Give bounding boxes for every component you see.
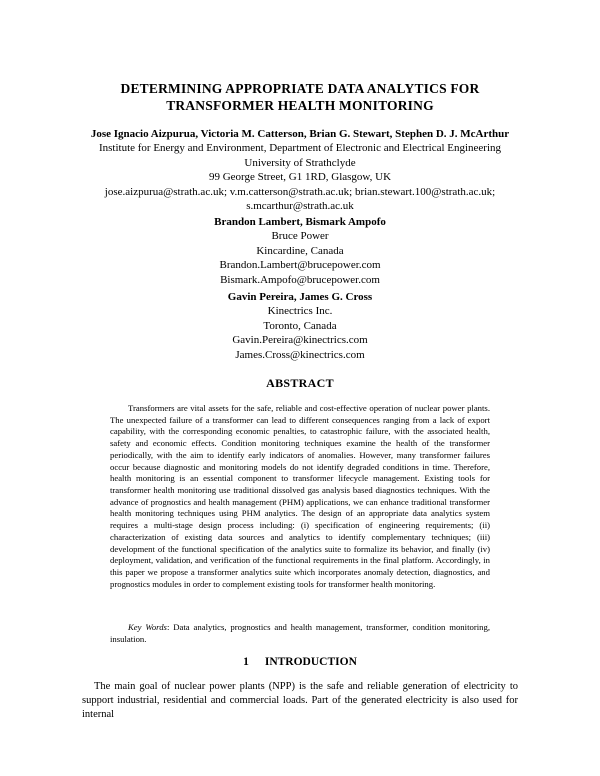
affiliation-line: University of Strathclyde xyxy=(244,156,356,169)
abstract-text: Transformers are vital assets for the safe, reliable and cost-effective operation of nuclear power plants. The unexpected failure of a transformer can lead to different consequences ranging from a lack of export capability, with the corresponding economic penalties, to catastrophic failure, with the associated health, safety and economic effects. Condition monitoring techniques examine the health of the transformer periodically, with the aim to identify early indicators of anomalies. However, many transformer failures occur because diagnostic and monitoring models do not identify degraded conditions in time. Therefore, health monitoring is an essential component to transformer lifecycle management. Existing tools for transformer health monitoring use traditional dissolved gas analysis based diagnostics techniques. With the advance of prognostics and health management (PHM) applications, we can enhance traditional transformer health monitoring techniques using PHM analytics. The design of an appropriate data analytics system requires a multi-stage design process including: (i) specification of engineering requirements; (ii) characterization of existing data sources and analytics to identify complementary techniques; (iii) development of the functional specification of the analytics suite to formalize its behavior, and finally (iv) deployment, validation, and verification of the functional requirements in the final platform. Accordingly, in this paper we propose a transformer analytics suite which incorporates anomaly detection, diagnostics, and prognostics modules in order to complement existing tools for transformer health monitoring. xyxy=(110,403,490,589)
abstract-body xyxy=(110,403,490,591)
email-line: s.mcarthur@strath.ac.uk xyxy=(246,200,354,213)
author-block-strathclyde xyxy=(60,127,540,213)
email-line: Brandon.Lambert@brucepower.com xyxy=(219,259,381,272)
section-heading-introduction xyxy=(60,656,540,668)
email-line: James.Cross@kinectrics.com xyxy=(235,348,365,361)
author-names: Jose Ignacio Aizpurua, Victoria M. Catterson, Brian G. Stewart, Stephen D. J. McArthur xyxy=(90,128,510,140)
section-number: 1 xyxy=(243,656,249,668)
author-names: Brandon Lambert, Bismark Ampofo xyxy=(214,216,386,228)
introduction-body xyxy=(82,680,518,722)
email-line: Bismark.Ampofo@brucepower.com xyxy=(220,273,380,286)
section-title: INTRODUCTION xyxy=(264,656,357,668)
keywords-text: : Data analytics, prognostics and health management, transformer, condition monitoring, insulation. xyxy=(110,622,490,644)
affiliation-line: Institute for Energy and Environment, Department of Electronic and Electrical Engineering xyxy=(98,142,502,155)
email-line: Gavin.Pereira@kinectrics.com xyxy=(232,334,368,347)
affiliation-line: Kinectrics Inc. xyxy=(267,305,333,318)
abstract-heading: ABSTRACT xyxy=(266,376,334,390)
author-block-bruce-power xyxy=(60,215,540,287)
keywords xyxy=(110,622,490,645)
email-line: jose.aizpurua@strath.ac.uk; v.m.catterson@strath.ac.uk; brian.stewart.100@strath.ac.uk; xyxy=(104,185,496,198)
author-block-kinectrics xyxy=(60,290,540,362)
paper-title xyxy=(60,80,540,114)
affiliation-line: 99 George Street, G1 1RD, Glasgow, UK xyxy=(208,171,392,184)
keywords-label: Key Words xyxy=(128,622,167,632)
title-line-2: TRANSFORMER HEALTH MONITORING xyxy=(166,98,434,113)
affiliation-line: Kincardine, Canada xyxy=(256,244,344,257)
affiliation-line: Bruce Power xyxy=(271,230,329,243)
title-line-1: DETERMINING APPROPRIATE DATA ANALYTICS FOR xyxy=(120,81,480,96)
introduction-text: The main goal of nuclear power plants (NPP) is the safe and reliable generation of electricity to support industrial, residential and commercial loads. Part of the generated electricity is also used for internal xyxy=(82,681,518,720)
author-names: Gavin Pereira, James G. Cross xyxy=(227,291,373,303)
affiliation-line: Toronto, Canada xyxy=(263,319,337,332)
